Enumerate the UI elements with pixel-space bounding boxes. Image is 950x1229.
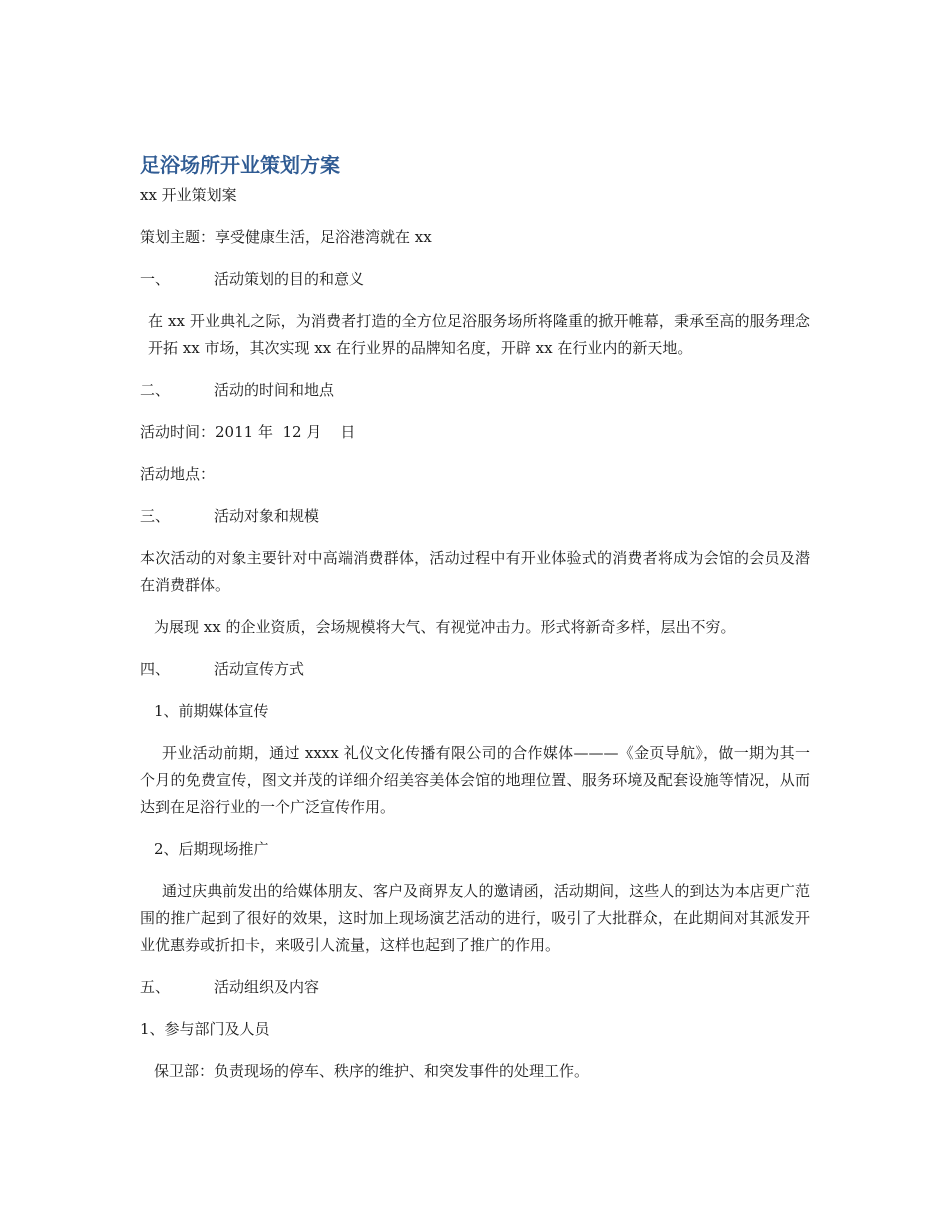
section-number: 四、 [140,660,171,678]
section-3-body-2: 为展现 xx 的企业资质，会场规模将大气、有视觉冲击力。形式将新奇多样，层出不穷。 [154,618,736,636]
section-heading-1 [140,266,810,293]
section-1-body: 在 xx 开业典礼之际，为消费者打造的全方位足浴服务场所将隆重的掀开帷幕，秉承至高的服务理念开拓 xx 市场，其次实现 xx 在行业界的品牌知名度，开辟 xx 在行业内的新天地。 [148,312,810,357]
security-duty: 保卫部：负责现场的停车、秩序的维护、和突发事件的处理工作。 [154,1062,590,1080]
document-subtitle: xx 开业策划案 [140,186,237,204]
section-heading-5 [140,974,810,1001]
section-number: 二、 [140,381,171,399]
section-title: 活动对象和规模 [214,507,320,525]
section-number: 五、 [140,978,171,996]
section-heading-3 [140,503,810,530]
subsection-2-body: 通过庆典前发出的给媒体朋友、客户及商界友人的邀请函，活动期间，这些人的到达为本店更广范围的推广起到了很好的效果，这时加上现场演艺活动的进行，吸引了大批群众，在此期间对其派发开业优惠券或折扣卡，来吸引人流量，这样也起到了推广的作用。 [140,882,810,954]
activity-place: 活动地点： [140,465,216,483]
section-heading-2 [140,377,810,404]
section-title: 活动宣传方式 [214,660,305,678]
subsection-2-title: 2、后期现场推广 [154,840,269,858]
document-title: 足浴场所开业策划方案 [140,153,340,177]
plan-theme: 策划主题：享受健康生活，足浴港湾就在 xx [140,228,432,246]
section-3-body-1: 本次活动的对象主要针对中高端消费群体，活动过程中有开业体验式的消费者将成为会馆的会员及潜在消费群体。 [140,549,810,594]
section-number: 一、 [140,270,171,288]
section-number: 三、 [140,507,171,525]
subsection-1-body: 开业活动前期，通过 xxxx 礼仪文化传播有限公司的合作媒体———《金页导航》，做一期为其一个月的免费宣传，图文并茂的详细介绍美容美体会馆的地理位置、服务环境及配套设施等情况，从而达到在足浴行业的一个广泛宣传作用。 [140,744,810,816]
activity-time: 活动时间：2011 年 12 月 日 [140,423,356,441]
section-title: 活动的时间和地点 [214,381,335,399]
subsection-5-1-title: 1、参与部门及人员 [140,1020,270,1038]
subsection-1-title: 1、前期媒体宣传 [154,702,269,720]
section-title: 活动策划的目的和意义 [214,270,365,288]
document-page [140,148,810,1085]
section-title: 活动组织及内容 [214,978,320,996]
section-heading-4 [140,656,810,683]
